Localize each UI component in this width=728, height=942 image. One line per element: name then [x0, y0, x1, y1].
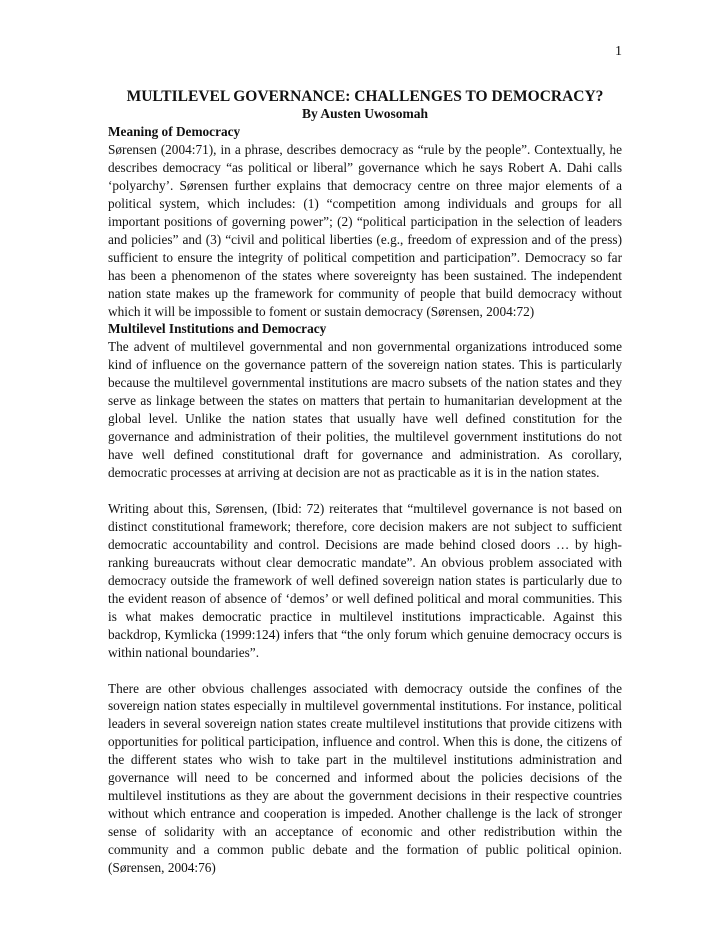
author-byline: By Austen Uwosomah — [301, 106, 429, 121]
paragraph-spacer — [108, 662, 622, 680]
document-body — [108, 123, 622, 877]
paragraph-sorensen-reiterates: Writing about this, Sørensen, (Ibid: 72) reiterates that “multilevel governance is not based on distinct constitutional framework; therefore, core decision makers are not subject to sufficient democratic accountability and control. Decisions are made behind closed doors … by high-ranking bureaucrats without clear democratic mandate”. An obvious problem associated with democracy outside the framework of well defined sovereign nation states is particularly due to the evident reason of absence of ‘demos’ or well defined political and moral communities. This is what makes democratic practice in multilevel institutions impracticable. Against this backdrop, Kymlicka (1999:124) infers that “the only forum which genuine democracy occurs is within national boundaries”. — [108, 501, 622, 660]
document-title: MULTILEVEL GOVERNANCE: CHALLENGES TO DEMOCRACY? — [126, 88, 604, 105]
section-heading-multilevel-institutions: Multilevel Institutions and Democracy — [108, 321, 327, 337]
section-heading-meaning-of-democracy: Meaning of Democracy — [108, 124, 241, 139]
paragraph-other-challenges: There are other obvious challenges associated with democracy outside the confines of the sovereign nation states especially in multilevel governmental institutions. For instance, political leaders in several sovereign nation states create multilevel institutions that provide citizens with opportunities for political participation, influence and control. When this is done, the citizens of the different states who wish to take part in the multilevel institutions administration and governance will need to be concerned and informed about the policies decisions of the multilevel institutions as they are about the government decisions in their respective countries without which entrance and cooperation is impeded. Another challenge is the lack of stronger sense of solidarity with an acceptance of economic and other redistribution within the community and a common public debate and the formation of public political opinion. (Sørensen, 2004:76) — [108, 680, 622, 876]
page-number: 1 — [615, 44, 622, 59]
paragraph-multilevel-advent: The advent of multilevel governmental and non governmental organizations introduced some kind of influence on the governance pattern of the sovereign nation states. This is particularly because the multilevel governmental institutions are macro subsets of the nation states and they serve as linkage between the states on matters that pertain to humanitarian development at the global level. Unlike the nation states that usually have well defined constitution for the governance and administration of their polities, the multilevel government institutions do not have well defined constitutional draft for governance and administration. As corollary, democratic processes at arriving at decision are not as practicable as it is in the nation states. — [108, 339, 622, 481]
paragraph-spacer — [108, 482, 622, 500]
paragraph-meaning-of-democracy: Sørensen (2004:71), in a phrase, describes democracy as “rule by the people”. Contextually, he describes democracy “as political or liberal” governance which he says Robert A. Dahi calls ‘polyarchy’. Sørensen further explains that democracy centre on three major elements of a political system, which includes: (1) “competition among individuals and groups for all important positions of governing power”; (2) “political participation in the selection of leaders and policies” and (3) “civil and political liberties (e.g., freedom of expression and of the press) sufficient to ensure the integrity of political competition and participation”. Democracy so far has been a phenomenon of the states where sovereignty has been sustained. The independent nation state makes up the framework for community of people that build democracy without which it will be impossible to foment or sustain democracy (Sørensen, 2004:72) — [108, 141, 622, 319]
